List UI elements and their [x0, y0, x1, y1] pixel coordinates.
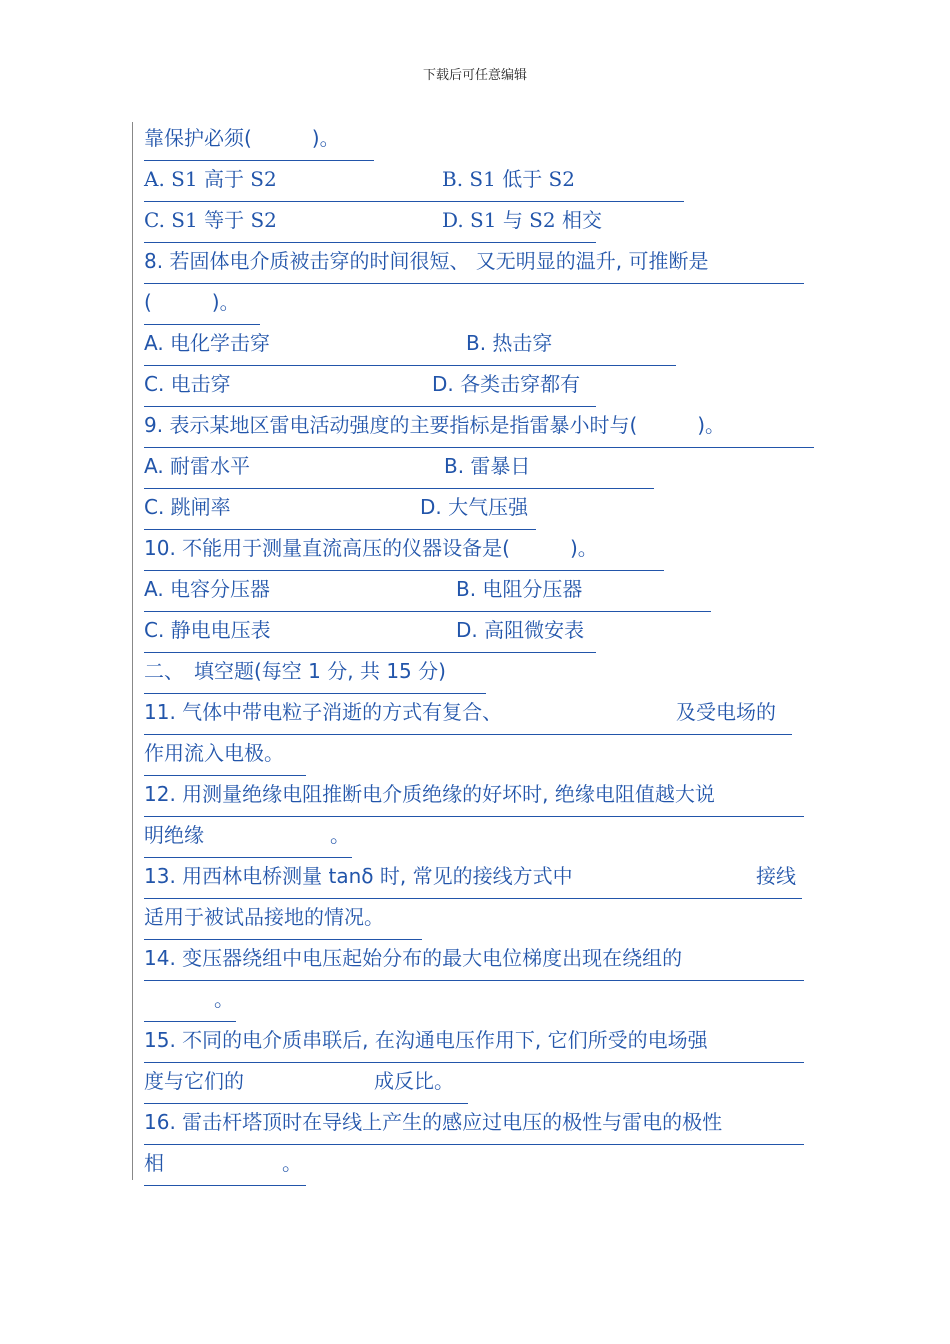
- option-line: A. 耐雷水平 B. 雷暴日: [144, 448, 654, 489]
- option-line: C. 静电电压表 D. 高阻微安表: [144, 612, 596, 653]
- section-heading: 二、 填空题(每空 1 分, 共 15 分): [144, 653, 486, 694]
- text-line: ( )。: [144, 284, 260, 325]
- text-line: 适用于被试品接地的情况。: [144, 899, 422, 940]
- option-line: C. S1 等于 S2 D. S1 与 S2 相交: [144, 202, 596, 243]
- text-line: 靠保护必须( )。: [144, 120, 374, 161]
- blank-line: 。: [144, 981, 236, 1022]
- question-line: 10. 不能用于测量直流高压的仪器设备是( )。: [144, 530, 664, 571]
- question-line: 16. 雷击杆塔顶时在导线上产生的感应过电压的极性与雷电的极性: [144, 1104, 804, 1145]
- blank-line: 相 。: [144, 1145, 306, 1186]
- blank-line: 度与它们的 成反比。: [144, 1063, 468, 1104]
- text-line: 作用流入电极。: [144, 735, 306, 776]
- question-line: 14. 变压器绕组中电压起始分布的最大电位梯度出现在绕组的: [144, 940, 804, 981]
- question-line: 8. 若固体电介质被击穿的时间很短、 又无明显的温升, 可推断是: [144, 243, 804, 284]
- option-line: A. 电容分压器 B. 电阻分压器: [144, 571, 711, 612]
- question-line: 11. 气体中带电粒子消逝的方式有复合、 及受电场的: [144, 694, 792, 735]
- question-line: 9. 表示某地区雷电活动强度的主要指标是指雷暴小时与( )。: [144, 407, 814, 448]
- question-line: 12. 用测量绝缘电阻推断电介质绝缘的好坏时, 绝缘电阻值越大说: [144, 776, 804, 817]
- question-line: 13. 用西林电桥测量 tanδ 时, 常见的接线方式中 接线: [144, 858, 802, 899]
- margin-line: [132, 122, 133, 1180]
- blank-line: 明绝缘 。: [144, 817, 352, 858]
- question-line: 15. 不同的电介质串联后, 在沟通电压作用下, 它们所受的电场强: [144, 1022, 804, 1063]
- option-line: C. 电击穿 D. 各类击穿都有: [144, 366, 596, 407]
- option-line: A. S1 高于 S2 B. S1 低于 S2: [144, 161, 684, 202]
- option-line: A. 电化学击穿 B. 热击穿: [144, 325, 676, 366]
- option-line: C. 跳闸率 D. 大气压强: [144, 489, 536, 530]
- page-header: 下载后可任意编辑: [422, 68, 527, 83]
